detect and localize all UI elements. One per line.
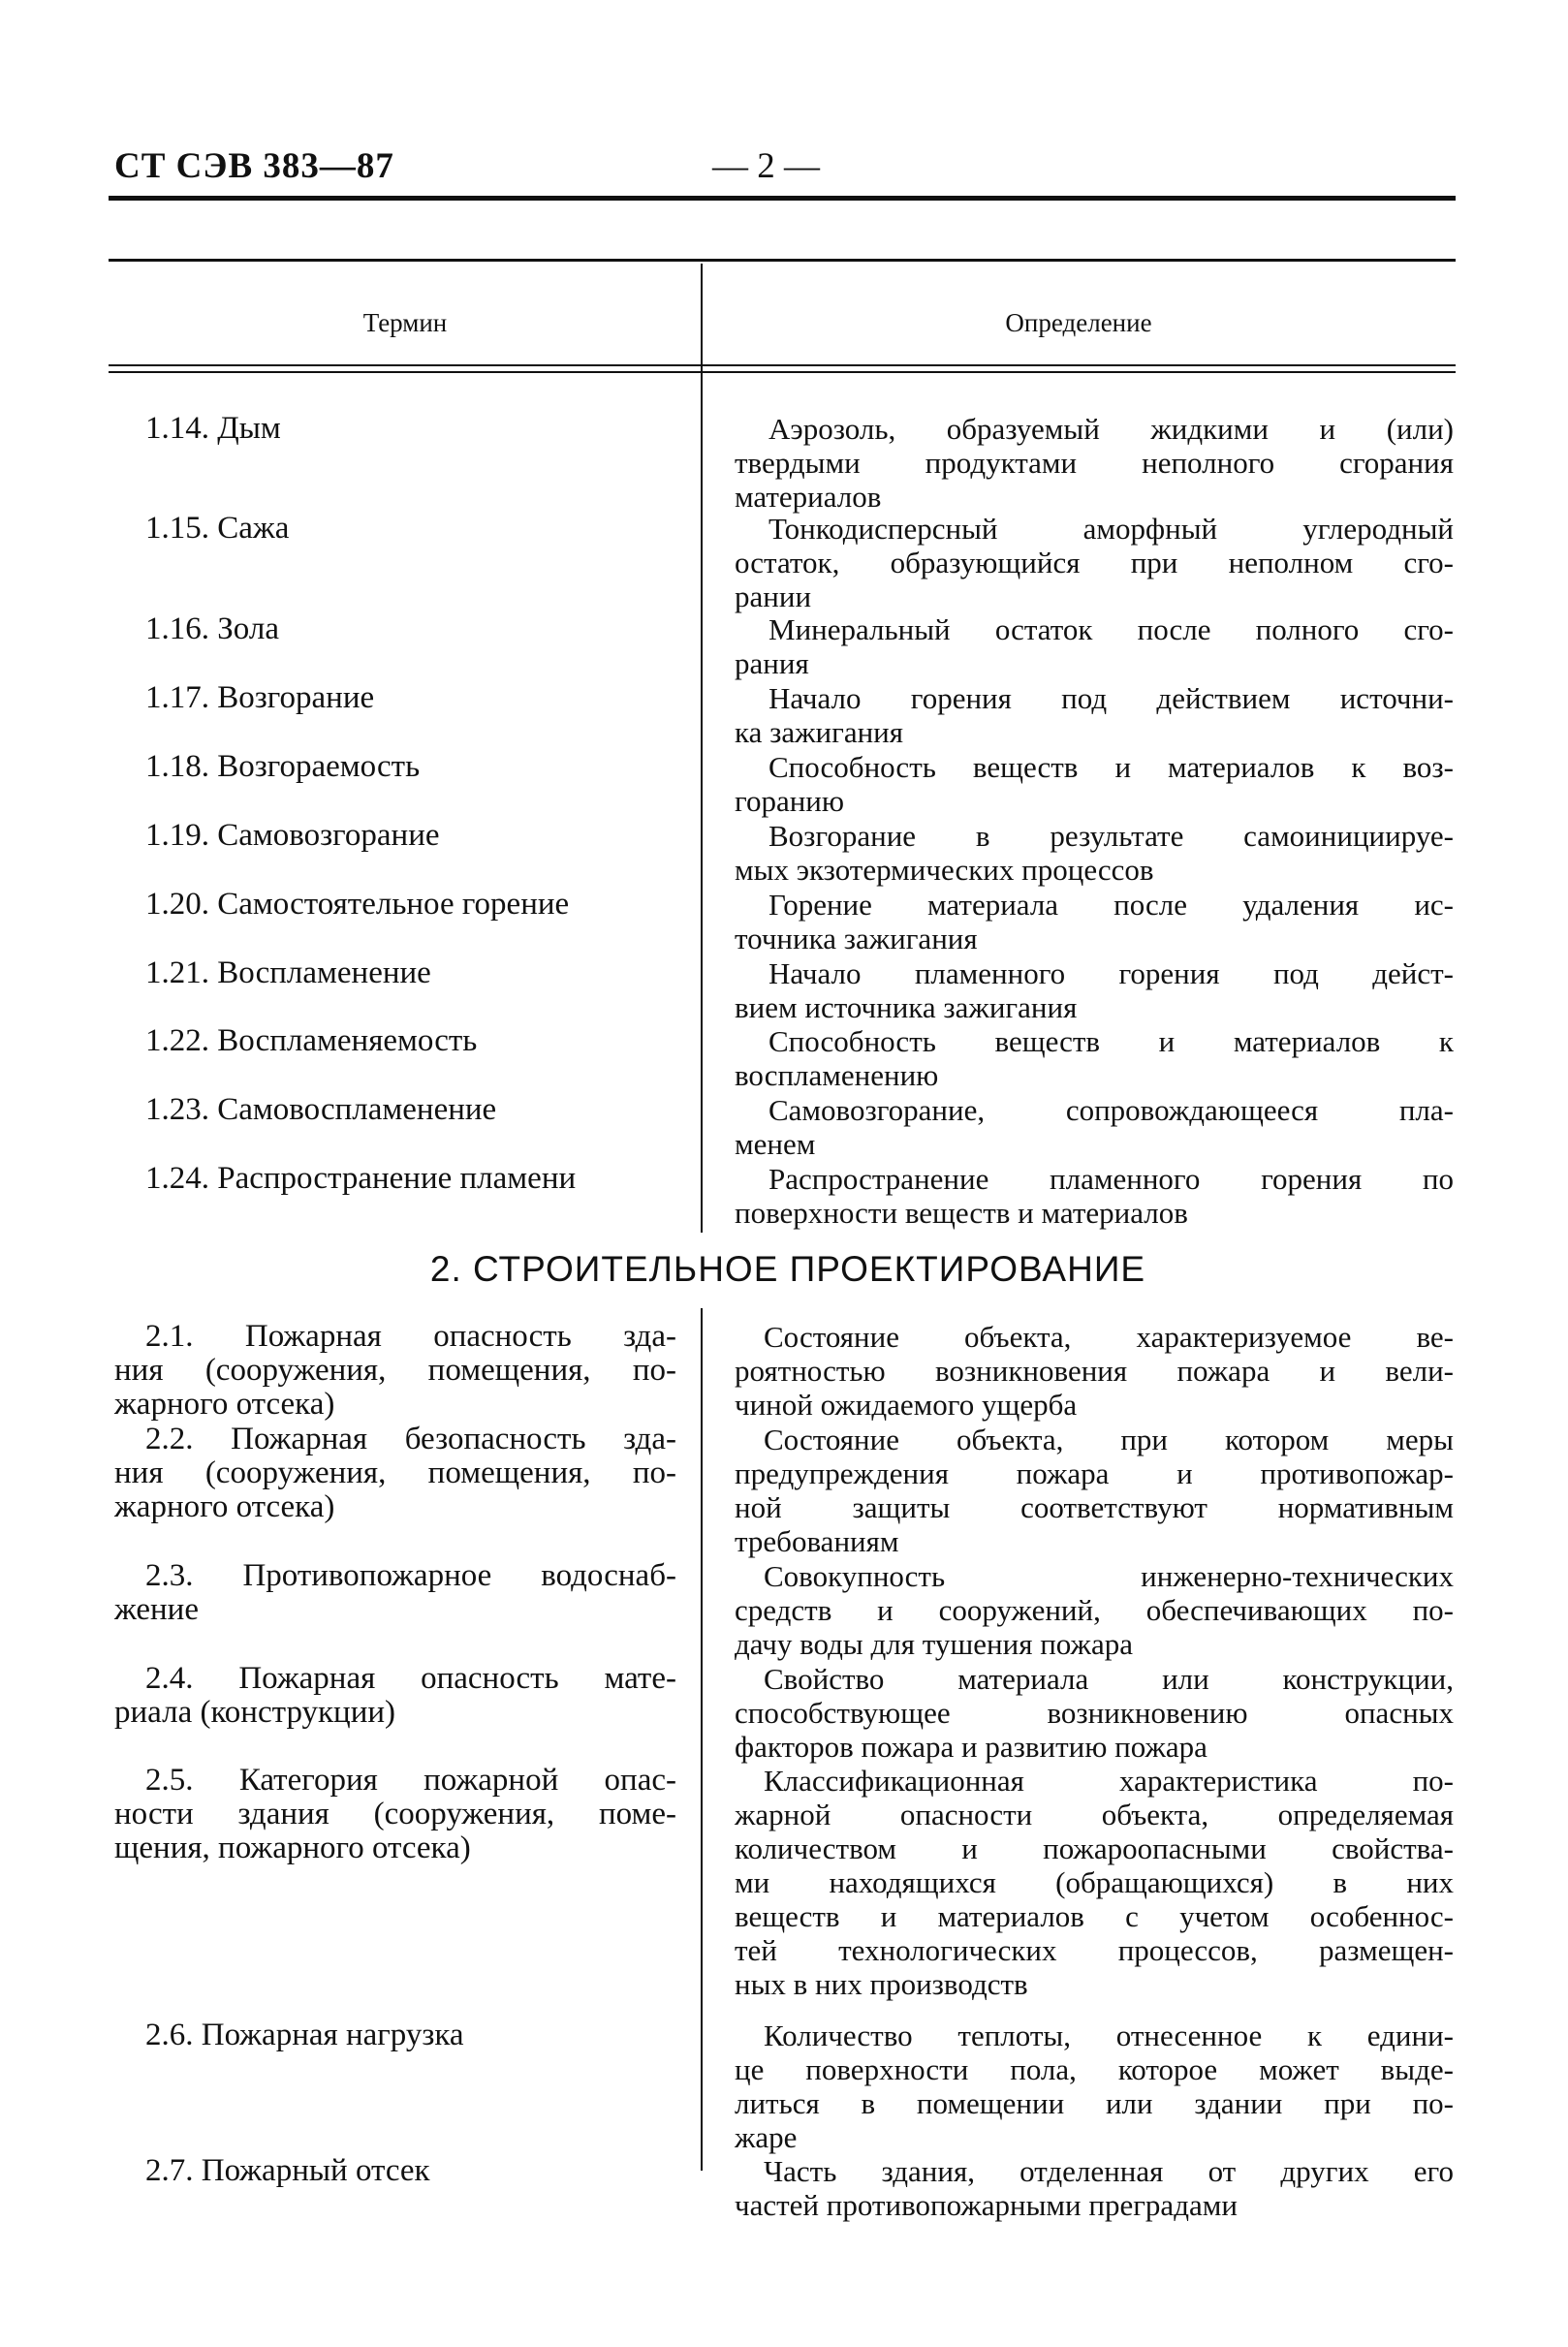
standard-code: СТ СЭВ 383—87 — [114, 146, 394, 186]
definition-line: ми находящихся (обращающихся) в них — [735, 1865, 1454, 1899]
term-line: 2.6. Пожарная нагрузка — [145, 2018, 464, 2052]
definition-2-2 — [735, 1423, 1454, 1558]
definition-line: дачу воды для тушения пожара — [735, 1627, 1133, 1661]
definition-line: Количество теплоты, отнесенное к едини- — [764, 2018, 1454, 2052]
term-line: 2.4. Пожарная опасность мате- — [145, 1661, 676, 1696]
term-2-2 — [114, 1423, 676, 1524]
definition-line: Тонкодисперсный аморфный углеродный — [768, 512, 1454, 546]
term-line: ния (сооружения, помещения, по- — [114, 1455, 676, 1490]
definition-line: чиной ожидаемого ущерба — [735, 1388, 1078, 1422]
definition-line: Совокупность инженерно-технических — [764, 1559, 1454, 1593]
definition-line: Самовозгорание, сопровождающееся пла- — [768, 1093, 1454, 1127]
term-2-1 — [114, 1320, 676, 1422]
definition-line: Начало горения под действием источни- — [768, 681, 1454, 715]
definition-line: Классификационная характеристика по- — [764, 1764, 1454, 1798]
definition-line: ной защиты соответствуют нормативным — [735, 1490, 1454, 1524]
definition-3 — [735, 612, 1454, 680]
definition-8 — [735, 956, 1454, 1024]
definition-6 — [735, 819, 1454, 887]
definition-line: Минеральный остаток после полного сго- — [768, 612, 1454, 646]
term-line: щения, пожарного отсека) — [114, 1831, 471, 1865]
definition-line: твердыми продуктами неполного сгорания — [735, 446, 1454, 480]
term-11: 1.24. Распространение пламени — [145, 1161, 577, 1196]
definition-2-5 — [735, 1764, 1454, 2001]
definition-2-1 — [735, 1320, 1454, 1422]
term-line: 2.5. Категория пожарной опас- — [145, 1763, 676, 1798]
definition-1 — [735, 412, 1454, 514]
definition-line: Возгорание в результате самоинициируе- — [768, 819, 1454, 853]
column-header-term: Термин — [362, 308, 448, 337]
column-separator-2 — [701, 1308, 703, 2171]
definition-line: горанию — [735, 784, 845, 818]
definition-line: рания — [735, 646, 809, 680]
term-4: 1.17. Возгорание — [145, 680, 375, 715]
definition-line: частей противопожарными преградами — [735, 2188, 1238, 2222]
definition-4 — [735, 681, 1454, 749]
term-line: ния (сооружения, помещения, по- — [114, 1353, 676, 1388]
term-2-4 — [114, 1662, 676, 1730]
term-2-7 — [114, 2154, 676, 2188]
definition-line: тей технологических процессов, размещен- — [735, 1933, 1454, 1967]
term-9: 1.22. Воспламеняемость — [145, 1023, 478, 1058]
definition-line: количеством и пожароопасными свойства- — [735, 1831, 1454, 1865]
definition-7 — [735, 888, 1454, 955]
definition-line: веществ и материалов с учетом особеннос- — [735, 1899, 1454, 1933]
definition-2-7 — [735, 2154, 1454, 2222]
definition-line: Начало пламенного горения под дейст- — [768, 956, 1454, 990]
term-8: 1.21. Воспламенение — [145, 955, 431, 990]
definition-line: способствующее возникновению опасных — [735, 1696, 1454, 1730]
definition-line: требованиям — [735, 1524, 899, 1558]
definition-line: вием источника зажигания — [735, 990, 1078, 1024]
definition-line: Состояние объекта, при котором меры — [764, 1423, 1454, 1456]
definition-line: Горение материала после удаления ис- — [768, 888, 1454, 922]
definition-line: ных в них производств — [735, 1967, 1028, 2001]
term-line: 2.2. Пожарная безопасность зда- — [145, 1422, 676, 1456]
definition-5 — [735, 750, 1454, 818]
term-line: жение — [114, 1592, 199, 1627]
page-number: — 2 — — [712, 146, 820, 186]
term-line: жарного отсека) — [114, 1489, 335, 1524]
section-title: 2. СТРОИТЕЛЬНОЕ ПРОЕКТИРОВАНИЕ — [429, 1249, 1146, 1289]
term-line: 2.1. Пожарная опасность зда- — [145, 1319, 676, 1354]
column-separator — [701, 264, 703, 1233]
column-header-rule-2 — [109, 371, 1456, 373]
definition-line: мых экзотермических процессов — [735, 853, 1154, 887]
definition-line: Часть здания, отделенная от других его — [764, 2154, 1454, 2188]
term-3: 1.16. Зола — [145, 611, 279, 646]
definition-line: средств и сооружений, обеспечивающих по- — [735, 1593, 1454, 1627]
term-line: 2.3. Противопожарное водоснаб- — [145, 1558, 676, 1593]
definition-line: факторов пожара и развитию пожара — [735, 1730, 1207, 1764]
term-line: ности здания (сооружения, поме- — [114, 1797, 676, 1831]
term-1: 1.14. Дым — [145, 411, 281, 446]
term-2-6 — [114, 2018, 676, 2052]
definition-line: Способность веществ и материалов к воз- — [768, 750, 1454, 784]
definition-line: материалов — [735, 480, 882, 514]
definition-line: Способность веществ и материалов к — [768, 1024, 1454, 1058]
definition-line: Аэрозоль, образуемый жидкими и (или) — [768, 412, 1454, 446]
term-5: 1.18. Возгораемость — [145, 749, 421, 784]
definition-line: жаре — [735, 2120, 798, 2154]
column-header-definition: Определение — [1005, 308, 1152, 337]
definition-line: воспламенению — [735, 1058, 939, 1092]
definition-line: поверхности веществ и материалов — [735, 1196, 1188, 1230]
column-header-rule — [109, 364, 1456, 366]
term-line: жарного отсека) — [114, 1387, 335, 1422]
term-7: 1.20. Самостоятельное горение — [145, 887, 570, 922]
definition-2-4 — [735, 1662, 1454, 1764]
definition-line: жарной опасности объекта, определяемая — [735, 1798, 1454, 1831]
definition-line: точника зажигания — [735, 922, 978, 955]
term-line: 2.7. Пожарный отсек — [145, 2153, 430, 2188]
definition-10 — [735, 1093, 1454, 1161]
definition-line: це поверхности пола, которое может выде- — [735, 2052, 1454, 2086]
term-line: риала (конструкции) — [114, 1695, 396, 1730]
definition-line: ка зажигания — [735, 715, 904, 749]
definition-line: рании — [735, 579, 812, 613]
term-6: 1.19. Самовозгорание — [145, 818, 440, 853]
definition-line: менем — [735, 1127, 816, 1161]
definition-2-6 — [735, 2018, 1454, 2154]
header-rule — [109, 196, 1456, 201]
term-2-5 — [114, 1764, 676, 1865]
definition-line: остаток, образующийся при неполном сго- — [735, 546, 1454, 579]
definition-line: Распространение пламенного горения по — [768, 1162, 1454, 1196]
term-2: 1.15. Сажа — [145, 511, 290, 546]
definition-line: роятностью возникновения пожара и вели- — [735, 1354, 1454, 1388]
term-2-3 — [114, 1559, 676, 1627]
definition-9 — [735, 1024, 1454, 1092]
definition-line: Состояние объекта, характеризуемое ве- — [764, 1320, 1454, 1354]
definition-2-3 — [735, 1559, 1454, 1661]
table-top-rule — [109, 259, 1456, 262]
definition-line: Свойство материала или конструкции, — [764, 1662, 1454, 1696]
definition-2 — [735, 512, 1454, 613]
definition-11 — [735, 1162, 1454, 1230]
definition-line: литься в помещении или здании при по- — [735, 2086, 1454, 2120]
definition-line: предупреждения пожара и противопожар- — [735, 1456, 1454, 1490]
term-10: 1.23. Самовоспламенение — [145, 1092, 497, 1127]
